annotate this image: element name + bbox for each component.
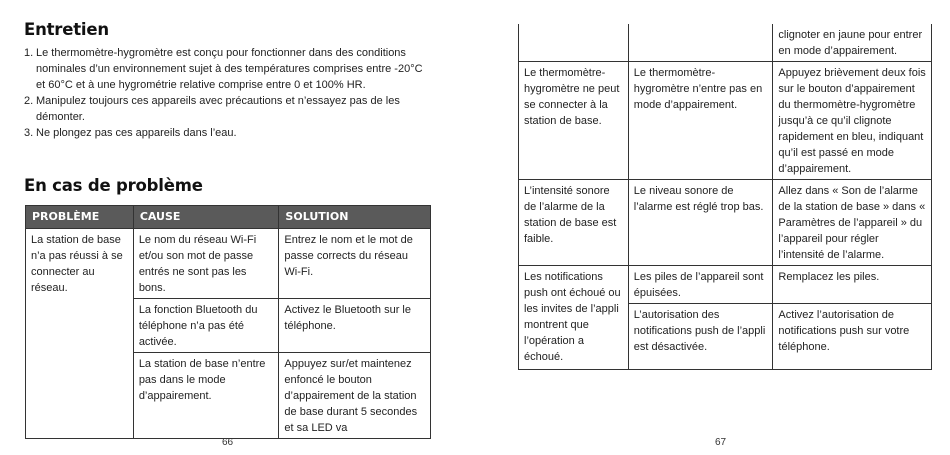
page-number: 67: [715, 437, 727, 448]
cause-cell: [628, 24, 773, 62]
section-title-maintenance: Entretien: [24, 20, 109, 39]
header-cause: CAUSE: [133, 206, 279, 229]
solution-cell: Appuyez sur/et maintenez enfoncé le bouton d’appairement de la station de base durant 5 secondes et sa LED va: [279, 353, 431, 439]
cause-cell: Le niveau sonore de l’alarme est réglé trop bas.: [628, 180, 773, 266]
page-number: 66: [222, 437, 234, 448]
solution-cell: Activez le Bluetooth sur le téléphone.: [279, 299, 431, 353]
list-item-text: Le thermomètre-hygromètre est conçu pour fonctionner dans des conditions nominales d’un environnement sujet à des températures comprises entre -20°C et 60°C et à une hygrométrie relative comprise entre 0 et 100% HR.: [36, 47, 423, 91]
table-row: [519, 180, 932, 266]
header-problem: PROBLÈME: [26, 206, 134, 229]
left-page: [0, 0, 470, 455]
list-item: 3. Ne plongez pas ces appareils dans l’eau.: [24, 127, 237, 139]
table-row: [519, 266, 932, 304]
list-item: 2. Manipulez toujours ces appareils avec précautions et n’essayez pas de les démonter.: [24, 95, 400, 123]
solution-cell: Entrez le nom et le mot de passe corrects du réseau Wi-Fi.: [279, 229, 431, 299]
header-solution: SOLUTION: [279, 206, 431, 229]
troubleshooting-table-continued: [518, 24, 932, 370]
solution-cell: clignoter en jaune pour entrer en mode d’appairement.: [773, 24, 932, 62]
problem-cell: Le thermomètre-hygromètre ne peut se connecter à la station de base.: [519, 62, 629, 180]
solution-cell: Remplacez les piles.: [773, 266, 932, 304]
troubleshooting-table: [25, 205, 431, 439]
list-item-text: Ne plongez pas ces appareils dans l’eau.: [36, 127, 237, 139]
table-row: [519, 62, 932, 180]
solution-cell: Appuyez brièvement deux fois sur le bouton d’appairement du thermomètre-hygromètre jusqu’à ce qu’il clignote rapidement en bleu, indiquant qu’il est passé en mode d’appairement.: [773, 62, 932, 180]
cause-cell: Le nom du réseau Wi-Fi et/ou son mot de passe entrés ne sont pas les bons.: [133, 229, 279, 299]
cause-cell: Le thermomètre-hygromètre n’entre pas en mode d’appairement.: [628, 62, 773, 180]
right-page: [470, 0, 950, 455]
table-row: [519, 24, 932, 62]
maintenance-list: [24, 45, 429, 141]
cause-cell: La fonction Bluetooth du téléphone n’a pas été activée.: [133, 299, 279, 353]
cause-cell: Les piles de l’appareil sont épuisées.: [628, 266, 773, 304]
solution-cell: Allez dans « Son de l’alarme de la station de base » dans « Paramètres de l’appareil » du l’appareil pour régler l’intensité de l’alarme.: [773, 180, 932, 266]
table-row: [26, 229, 431, 299]
solution-cell: Activez l’autorisation de notifications push sur votre téléphone.: [773, 304, 932, 370]
table-header-row: [26, 206, 431, 229]
problem-cell: La station de base n’a pas réussi à se connecter au réseau.: [26, 229, 134, 439]
cause-cell: La station de base n’entre pas dans le mode d’appairement.: [133, 353, 279, 439]
cause-cell: L’autorisation des notifications push de l’appli est désactivée.: [628, 304, 773, 370]
problem-cell: L’intensité sonore de l’alarme de la station de base est faible.: [519, 180, 629, 266]
problem-cell: [519, 24, 629, 62]
list-item-text: Manipulez toujours ces appareils avec précautions et n’essayez pas de les démonter.: [36, 95, 400, 123]
section-title-troubleshooting: En cas de problème: [24, 176, 203, 195]
list-item: 1. Le thermomètre-hygromètre est conçu pour fonctionner dans des conditions nominales d’un environnement sujet à des températures comprises entre -20°C et 60°C et à une hygrométrie relative comprise entre 0 et 100% HR.: [24, 47, 423, 91]
problem-cell: Les notifications push ont échoué ou les invites de l’appli montrent que l’opération a échoué.: [519, 266, 629, 370]
